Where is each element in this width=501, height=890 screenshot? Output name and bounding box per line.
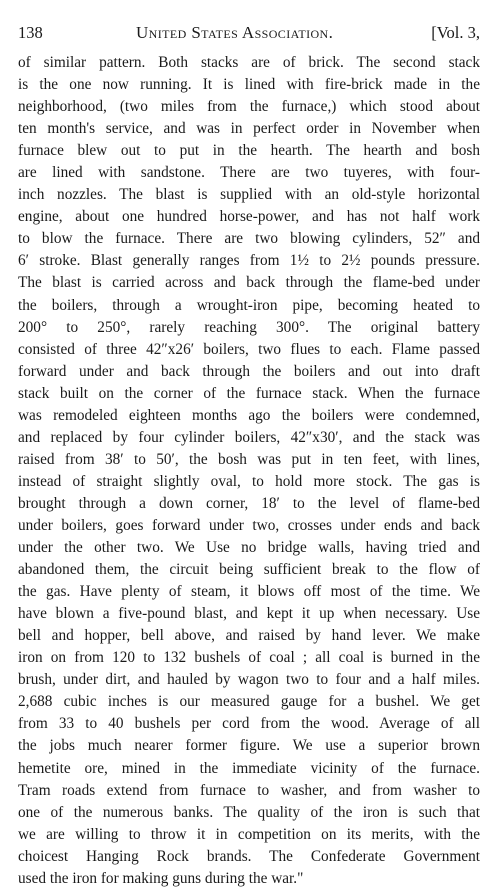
text-line: was remodeled eighteen months ago the boilers were condemned, — [18, 406, 480, 424]
text-line: inch nozzles. The blast is supplied with an old-style horizontal — [18, 186, 480, 204]
text-line: hemetite ore, mined in the immediate vicinity of the furnace. — [18, 759, 480, 777]
running-title: United States Association. — [136, 23, 334, 42]
text-line: iron on from 120 to 132 bushels of coal ; all coal is burned in the — [18, 649, 480, 667]
text-line: raised from 38′ to 50′, the bosh was put in ten feet, with lines, — [18, 450, 480, 468]
text-line: are lined with sandstone. There are two tuyeres, with four- — [18, 164, 480, 182]
text-line: one of the numerous banks. The quality of the iron is such that — [18, 803, 480, 821]
text-line: bell and hopper, bell above, and raised by hand lever. We make — [18, 627, 480, 645]
text-line: the jobs much nearer former figure. We use a superior brown — [18, 737, 480, 755]
text-line: 200° to 250°, rarely reaching 300°. The original battery — [18, 318, 480, 336]
text-line: 6′ stroke. Blast generally ranges from 1½ to 2½ pounds pressure. — [18, 252, 480, 270]
text-line: of similar pattern. Both stacks are of brick. The second stack — [18, 54, 480, 71]
text-line: consisted of three 42″x26′ boilers, two flues to each. Flame passed — [18, 340, 480, 358]
text-line: stack built on the corner of the furnace stack. When the furnace — [18, 384, 480, 402]
text-line: brought through a down corner, 18′ to the level of flame-bed — [18, 494, 480, 512]
text-line: brush, under dirt, and hauled by wagon two to four and a half miles. — [18, 671, 480, 689]
text-line: The blast is carried across and back through the flame-bed under — [18, 274, 480, 292]
text-line: abandoned them, the circuit being sufficient break to the flow of — [18, 561, 480, 579]
text-line: have blown a five-pound blast, and kept it up when necessary. Use — [18, 605, 480, 623]
text-line: and replaced by four cylinder boilers, 42″x30′, and the stack was — [18, 428, 480, 446]
text-line: to blow the furnace. There are two blowing cylinders, 52″ and — [18, 230, 480, 248]
text-line: the boilers, through a wrought-iron pipe, becoming heated to — [18, 296, 480, 314]
body-text — [18, 52, 480, 890]
text-line: instead of straight slightly oval, to hold more stock. The gas is — [18, 472, 480, 490]
text-line: neighborhood, (two miles from the furnace,) which stood about — [18, 98, 480, 116]
text-line: forward under and back through the boilers and out into draft — [18, 362, 480, 380]
text-line: we are willing to throw it in competition on its merits, with the — [18, 825, 480, 843]
text-line: choicest Hanging Rock brands. The Confederate Government — [18, 847, 480, 865]
page-header — [18, 22, 480, 44]
text-line: from 33 to 40 bushels per cord from the wood. Average of all — [18, 715, 480, 733]
volume-label: [Vol. 3, — [431, 23, 480, 42]
text-line: used the iron for making guns during the war." — [18, 869, 304, 887]
text-line: Tram roads extend from furnace to washer, and from washer to — [18, 781, 480, 799]
page-number: 138 — [18, 23, 43, 42]
text-line: ten month's service, and was in perfect order in November when — [18, 120, 480, 138]
text-line: furnace blew out to put in the hearth. The hearth and bosh — [18, 142, 480, 160]
text-line: is the one now running. It is lined with fire-brick made in the — [18, 76, 480, 94]
text-line: engine, about one hundred horse-power, and has not half work — [18, 208, 480, 226]
text-line: under boilers, goes forward under two, crosses under ends and back — [18, 516, 480, 534]
text-line: under the other two. We Use no bridge walls, having tried and — [18, 539, 480, 557]
text-line: 2,688 cubic inches is our measured gauge for a bushel. We get — [18, 693, 480, 711]
text-line: the gas. Have plenty of steam, it blows off most of the time. We — [18, 583, 480, 601]
